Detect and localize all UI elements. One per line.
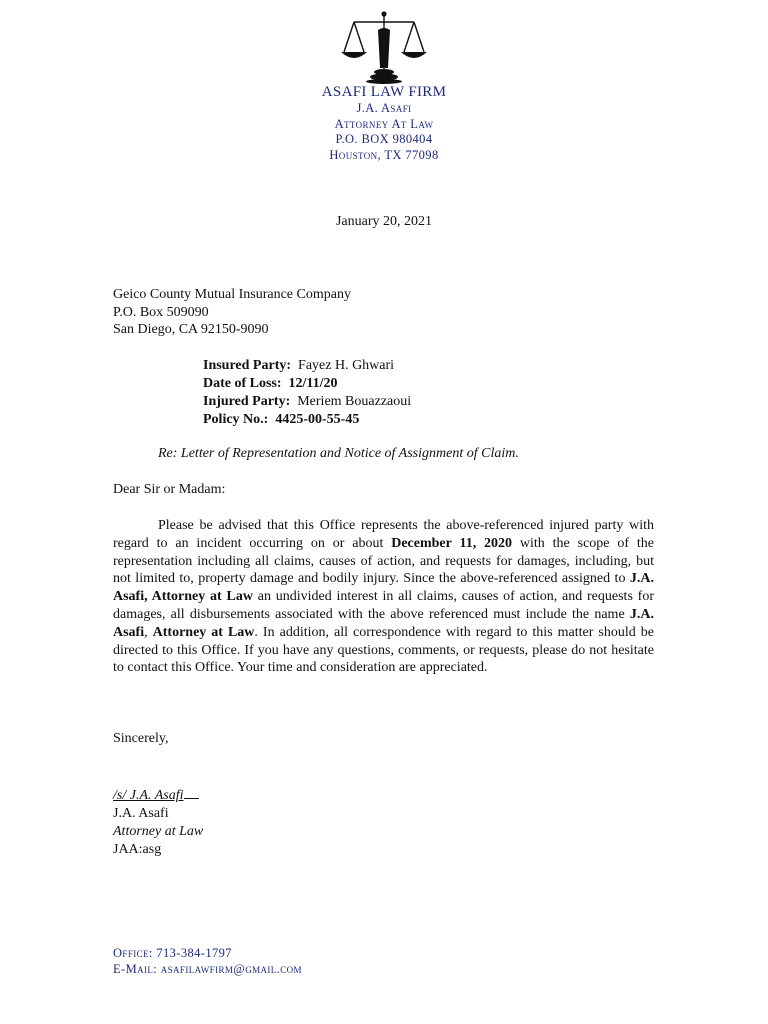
injured-value: Meriem Bouazzaoui bbox=[297, 394, 412, 409]
signer-name: J.A. Asafi bbox=[113, 806, 169, 821]
signer-title: Attorney at Law bbox=[113, 824, 204, 839]
insured-label: Insured Party: bbox=[203, 358, 292, 373]
body-text-1: Please be advised that this Office represents the above-referenced injured party with regard to an incident occurring on or about bbox=[113, 518, 654, 551]
insured-value: Fayez H. Ghwari bbox=[298, 358, 395, 373]
loss-value: 12/11/20 bbox=[288, 376, 338, 391]
attorney-title: Attorney At Law bbox=[334, 116, 434, 131]
policy-label: Policy No.: bbox=[203, 412, 269, 427]
email-address: E-Mail: asafilawfirm@gmail.com bbox=[113, 962, 302, 976]
letterhead bbox=[0, 10, 768, 163]
typist-initials: JAA:asg bbox=[113, 842, 162, 857]
body-text-3: an undivided interest in all claims, causes of action, and requests for damages, all disbursements associated with the above referenced must include the name bbox=[113, 589, 654, 622]
electronic-signature: /s/ J.A. Asafi bbox=[113, 788, 184, 803]
signature-line bbox=[113, 785, 203, 805]
incident-date: December 11, 2020 bbox=[391, 535, 513, 551]
po-box: P.O. BOX 980404 bbox=[335, 132, 433, 146]
injured-party-row bbox=[203, 393, 411, 411]
office-phone: Office: 713-384-1797 bbox=[113, 946, 232, 960]
salutation: Dear Sir or Madam: bbox=[113, 482, 226, 497]
required-title: Attorney at Law bbox=[152, 624, 255, 640]
recipient-address bbox=[113, 286, 351, 339]
letter-date: January 20, 2021 bbox=[335, 214, 433, 229]
attorney-name: J.A. Asafi bbox=[356, 101, 412, 115]
injured-label: Injured Party: bbox=[203, 394, 291, 409]
loss-label: Date of Loss: bbox=[203, 376, 282, 391]
recipient-line-2: P.O. Box 509090 bbox=[113, 304, 209, 320]
re-line: Re: Letter of Representation and Notice of Assignment of Claim. bbox=[158, 446, 519, 461]
recipient-line-1: Geico County Mutual Insurance Company bbox=[113, 287, 351, 302]
required-name: J.A. Asafi bbox=[113, 606, 654, 640]
body-paragraph bbox=[113, 517, 654, 677]
recipient-line-3: San Diego, CA 92150-9090 bbox=[113, 322, 269, 337]
body-comma: , bbox=[144, 624, 153, 640]
date-of-loss-row bbox=[203, 375, 411, 393]
contact-footer bbox=[113, 945, 302, 977]
city-zip: Houston, TX 77098 bbox=[329, 147, 439, 162]
firm-name: ASAFI LAW FIRM bbox=[321, 84, 447, 100]
signature-underline bbox=[184, 785, 199, 799]
claim-references bbox=[203, 357, 411, 429]
scales-of-justice-icon bbox=[338, 10, 430, 84]
policy-value: 4425-00-55-45 bbox=[275, 412, 360, 427]
closing: Sincerely, bbox=[113, 731, 169, 746]
assignee-name: J.A. Asafi, Attorney at Law bbox=[113, 571, 654, 605]
body-text-2: with the scope of the representation including all claims, causes of action, and requests for damages, including, but not limited to, property damage and bodily injury. Since the above-referenced assigned to bbox=[113, 535, 654, 587]
insured-party-row bbox=[203, 357, 411, 375]
signature-block bbox=[113, 785, 203, 859]
body-text-4: . In addition, all correspondence with regard to this matter should be directed to this Office. If you have any questions, comments, or requests, please do not hesitate to contact this Office. Your time and consideration are appreciated. bbox=[113, 624, 654, 676]
policy-row bbox=[203, 411, 411, 429]
